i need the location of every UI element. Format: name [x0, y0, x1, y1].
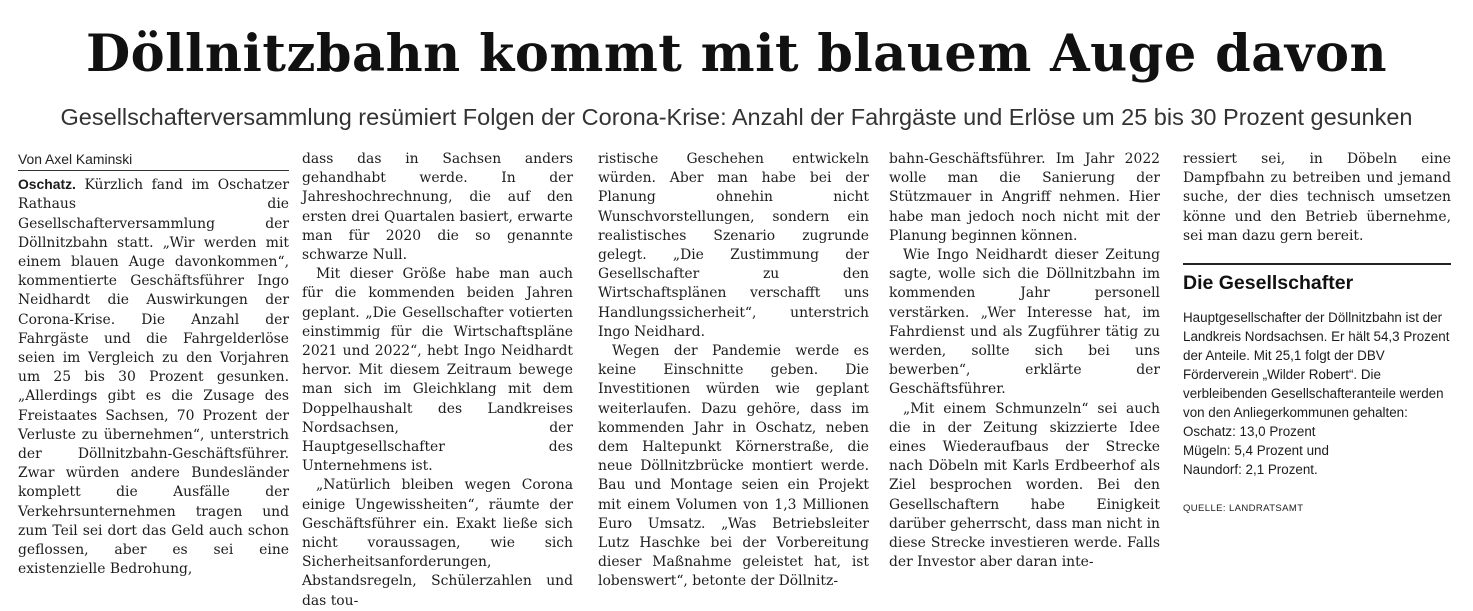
paragraph: Wegen der Pandemie werde es keine Einschnitte geben. Die Investitionen würden wie geplant weiterlaufen. Dazu gehöre, dass im kommenden Jahr in Oschatz, neben dem Haltepunkt Körnerstraße, die neue Döllnitzbrücke montiert werde. Bau und Montage seien ein Projekt mit einem Volumen von 1,3 Millionen Euro Umsatz. „Was Betriebsleiter Lutz Haschke bei der Vorbereitung dieser Maßnahme geleistet hat, ist lobenswert“, betonte der Döllnitz-	[598, 343, 869, 590]
article-column-2	[302, 150, 573, 611]
article-column-4	[889, 150, 1160, 572]
subheadline: Gesellschafterversammlung resümiert Folgen der Corona-Krise: Anzahl der Fahrgäste und Erlöse um 25 bis 30 Prozent gesunken	[60, 104, 1413, 130]
paragraph: „Mit einem Schmunzeln“ sei auch die in der Zeitung skizzierte Idee eines Wiederaufbaus der Strecke nach Döbeln mit Karls Erdbeerhof als Ziel besprochen worden. Bei den Gesellschaftern habe Einigkeit darüber geherrscht, dass man nicht in diese Strecke investieren werde. Falls der Investor aber daran inte-	[889, 400, 1160, 571]
paragraph: ressiert sei, in Döbeln eine Dampfbahn zu betreiben und jemand suche, der dies technisch umsetzen könne und den Betrieb übernehme, sei man dazu gern bereit.	[1183, 151, 1451, 244]
infobox-source: QUELLE: LANDRATSAMT	[1183, 503, 1304, 515]
dateline: Oschatz.	[18, 176, 76, 193]
byline: Von Axel Kaminski	[18, 150, 289, 171]
article-column-3	[598, 150, 869, 592]
paragraph: Wie Ingo Neidhardt dieser Zeitung sagte, wolle sich die Döllnitzbahn im kommenden Jahr personell verstärken. „Wer Interesse hat, im Fahrdienst und als Zugführer tätig zu werden, sollte sich bei uns bewerben“, erklärte der Geschäftsführer.	[889, 247, 1160, 398]
paragraph-text: Kürzlich fand im Oschatzer Rathaus die Gesellschafterversammlung der Döllnitzbahn statt. „Wir werden mit einem blauen Auge davonkommen“, kommentierte Geschäftsführer Ingo Neidhardt die Auswirkungen der Corona-Krise. Die Anzahl der Fahrgäste und die Fahrgelderlöse seien im Vergleich zu den Vorjahren um 25 bis 30 Prozent gesunken. „Allerdings gibt es die Zusage des Freistaates Sachsen, 70 Prozent der Verluste zu übernehmen“, unterstrich der Döllnitzbahn-Geschäftsführer. Zwar würden andere Bundesländer komplett die Ausfälle der Verkehrsunternehmen tragen und zum Teil sei dort das Geld auch schon geflossen, aber es sei eine existenzielle Bedrohung,	[18, 177, 289, 578]
infobox-title: Die Gesellschafter	[1183, 272, 1354, 295]
paragraph	[18, 175, 289, 579]
paragraph: Mit dieser Größe habe man auch für die kommenden beiden Jahren geplant. „Die Gesellschafter votierten einstimmig für die Wirtschaftspläne 2021 und 2022“, hebt Ingo Neidhardt hervor. Mit diesem Zeitraum bewege man sich im Gleichklang mit dem Doppelhaushalt des Landkreises Nordsachsen, der Hauptgesellschafter des Unternehmens ist.	[302, 266, 573, 475]
infobox-item: Naundorf: 2,1 Prozent.	[1183, 462, 1318, 478]
infobox-item: Oschatz: 13,0 Prozent	[1183, 424, 1316, 440]
paragraph: dass das in Sachsen anders gehandhabt werde. In der Jahreshochrechnung, die auf den ersten drei Quartalen basiert, erwarte man für 2020 die so genannte schwarze Null.	[302, 151, 573, 264]
infobox	[1183, 263, 1451, 518]
paragraph: „Natürlich bleiben wegen Corona einige Ungewissheiten“, räumte der Geschäftsführer ein. Exakt ließe sich nicht voraussagen, wie sich Sicherheitsanforderungen, Abstandsregeln, Schülerzahlen und das tou-	[302, 477, 573, 609]
infobox-item: Mügeln: 5,4 Prozent und	[1183, 443, 1329, 459]
paragraph: bahn-Geschäftsführer. Im Jahr 2022 wolle man die Sanierung der Stützmauer in Angriff nehmen. Hier habe man jedoch noch nicht mit der Planung beginnen können.	[889, 151, 1160, 244]
paragraph: ristische Geschehen entwickeln würden. Aber man habe bei der Planung ohnehin nicht Wunschvorstellungen, sondern ein realistisches Szenario zugrunde gelegt. „Die Zustimmung der Gesellschafter zu den Wirtschaftsplänen verschafft uns Handlungssicherheit“, unterstrich Ingo Neidhard.	[598, 151, 869, 340]
article-column-1	[18, 150, 289, 579]
infobox-text: Hauptgesellschafter der Döllnitzbahn ist der Landkreis Nordsachsen. Er hält 54,3 Prozent der Anteile. Mit 25,1 folgt der DBV Förderverein „Wilder Robert“. Die verbleibenden Gesellschafteranteile werden von den Anliegerkommunen gehalten:	[1183, 310, 1450, 421]
article-column-5	[1183, 150, 1451, 518]
headline: Döllnitzbahn kommt mit blauem Auge davon	[85, 24, 1388, 84]
